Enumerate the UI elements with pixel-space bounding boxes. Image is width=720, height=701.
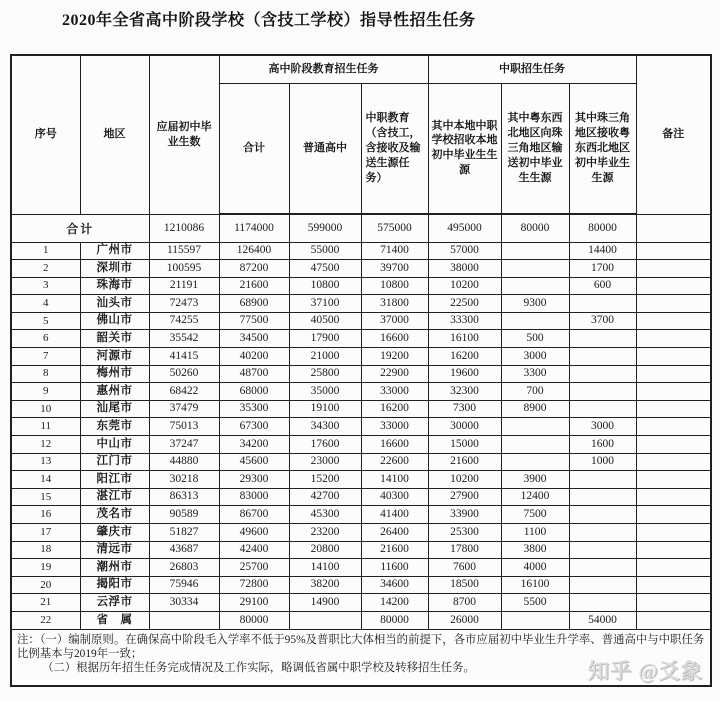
- row-value: 26000: [428, 611, 501, 629]
- table-row: [11, 312, 711, 330]
- row-value: 42400: [219, 541, 289, 559]
- row-value: 3000: [569, 418, 636, 436]
- row-value: 86313: [149, 488, 219, 506]
- row-value: 37247: [149, 436, 219, 454]
- row-value: 34600: [361, 576, 428, 594]
- row-value: 3900: [501, 471, 569, 489]
- row-value: 17600: [289, 436, 361, 454]
- table-row: [11, 260, 711, 278]
- row-value: 33000: [361, 383, 428, 401]
- row-value: 7300: [428, 400, 501, 418]
- row-value: 16600: [361, 436, 428, 454]
- row-region: 河源市: [80, 348, 149, 366]
- row-region: 湛江市: [80, 488, 149, 506]
- row-value: 75013: [149, 418, 219, 436]
- total-value: 495000: [428, 214, 501, 242]
- notes-cell: [11, 629, 711, 686]
- row-remarks: [636, 400, 711, 418]
- row-value: 41400: [361, 506, 428, 524]
- total-row-label: 合计: [11, 214, 149, 242]
- row-value: 33300: [428, 312, 501, 330]
- row-value: 23200: [289, 524, 361, 542]
- row-serial: 19: [11, 559, 80, 577]
- row-value: 34500: [219, 330, 289, 348]
- total-value: 599000: [289, 214, 361, 242]
- row-value: [569, 594, 636, 612]
- row-remarks: [636, 418, 711, 436]
- row-region: 江门市: [80, 453, 149, 471]
- row-value: 16200: [428, 348, 501, 366]
- row-value: 33900: [428, 506, 501, 524]
- row-value: 67300: [219, 418, 289, 436]
- row-region: 肇庆市: [80, 524, 149, 542]
- row-region: 珠海市: [80, 277, 149, 295]
- row-value: 43687: [149, 541, 219, 559]
- row-value: 48700: [219, 365, 289, 383]
- row-serial: 8: [11, 365, 80, 383]
- row-value: [501, 242, 569, 260]
- row-value: [569, 400, 636, 418]
- row-value: 21600: [219, 277, 289, 295]
- row-value: 21600: [361, 541, 428, 559]
- row-value: 25700: [219, 559, 289, 577]
- row-region: 省 属: [80, 611, 149, 629]
- row-value: 80000: [219, 611, 289, 629]
- row-value: 34300: [289, 418, 361, 436]
- page-title: 2020年全省高中阶段学校（含技工学校）指导性招生任务: [62, 12, 476, 29]
- col-header-remarks: 备注: [636, 55, 711, 214]
- row-region: 深圳市: [80, 260, 149, 278]
- row-value: 17900: [289, 330, 361, 348]
- row-remarks: [636, 312, 711, 330]
- row-value: [501, 436, 569, 454]
- table-row: [11, 611, 711, 629]
- row-value: 22500: [428, 295, 501, 313]
- row-value: 35300: [219, 400, 289, 418]
- total-value: 575000: [361, 214, 428, 242]
- row-value: 45600: [219, 453, 289, 471]
- row-value: 16100: [501, 576, 569, 594]
- row-remarks: [636, 594, 711, 612]
- row-region: 惠州市: [80, 383, 149, 401]
- row-value: 600: [569, 277, 636, 295]
- row-value: 37000: [361, 312, 428, 330]
- row-value: [569, 295, 636, 313]
- row-remarks: [636, 260, 711, 278]
- row-value: 700: [501, 383, 569, 401]
- row-remarks: [636, 559, 711, 577]
- row-remarks: [636, 506, 711, 524]
- row-value: 9300: [501, 295, 569, 313]
- row-value: 16200: [361, 400, 428, 418]
- row-serial: 9: [11, 383, 80, 401]
- row-serial: 10: [11, 400, 80, 418]
- row-value: 31800: [361, 295, 428, 313]
- row-remarks: [636, 488, 711, 506]
- row-serial: 14: [11, 471, 80, 489]
- row-value: 29100: [219, 594, 289, 612]
- row-value: 21000: [289, 348, 361, 366]
- row-value: 57000: [428, 242, 501, 260]
- row-value: 10200: [428, 471, 501, 489]
- table-row: [11, 594, 711, 612]
- row-value: 26400: [361, 524, 428, 542]
- note-line-1: 注：（一）编制原则。在确保高中阶段毛入学率不低于95%及普职比大体相当的前提下，各市应届初中毕业生升学率、普通高中与中职任务比例基本与2019年一致；: [17, 633, 705, 660]
- row-value: 10800: [289, 277, 361, 295]
- row-value: [569, 488, 636, 506]
- row-value: 49600: [219, 524, 289, 542]
- row-value: 83000: [219, 488, 289, 506]
- row-value: 20800: [289, 541, 361, 559]
- row-region: 潮州市: [80, 559, 149, 577]
- row-value: 86700: [219, 506, 289, 524]
- total-value: 80000: [501, 214, 569, 242]
- col-header-regular-high: 普通高中: [289, 83, 361, 214]
- row-value: [569, 541, 636, 559]
- row-value: 75946: [149, 576, 219, 594]
- total-value: 80000: [569, 214, 636, 242]
- row-region: 广州市: [80, 242, 149, 260]
- note-line-2: （二）根据历年招生任务完成情况及工作实际，略调低省属中职学校及转移招生任务。: [42, 661, 475, 674]
- row-value: 3800: [501, 541, 569, 559]
- row-value: [569, 506, 636, 524]
- table-row: [11, 277, 711, 295]
- col-header-serial: 序号: [11, 55, 80, 214]
- row-remarks: [636, 365, 711, 383]
- row-value: 7500: [501, 506, 569, 524]
- row-serial: 11: [11, 418, 80, 436]
- row-value: 72473: [149, 295, 219, 313]
- row-serial: 7: [11, 348, 80, 366]
- table-row: [11, 383, 711, 401]
- row-value: 42700: [289, 488, 361, 506]
- col-header-total: 合计: [219, 83, 289, 214]
- row-value: 44880: [149, 453, 219, 471]
- row-serial: 6: [11, 330, 80, 348]
- row-remarks: [636, 383, 711, 401]
- row-value: [569, 330, 636, 348]
- row-value: 35000: [289, 383, 361, 401]
- row-serial: 16: [11, 506, 80, 524]
- row-value: [501, 277, 569, 295]
- row-value: 77500: [219, 312, 289, 330]
- row-value: 14100: [361, 471, 428, 489]
- row-value: [501, 260, 569, 278]
- row-value: 68422: [149, 383, 219, 401]
- row-value: 33000: [361, 418, 428, 436]
- row-value: 4000: [501, 559, 569, 577]
- table-row: [11, 559, 711, 577]
- row-value: 71400: [361, 242, 428, 260]
- row-value: 15000: [428, 436, 501, 454]
- row-value: 500: [501, 330, 569, 348]
- row-value: 17800: [428, 541, 501, 559]
- row-value: 54000: [569, 611, 636, 629]
- row-value: 16600: [361, 330, 428, 348]
- row-remarks: [636, 242, 711, 260]
- table-row: [11, 295, 711, 313]
- row-serial: 20: [11, 576, 80, 594]
- table-row: [11, 524, 711, 542]
- row-serial: 18: [11, 541, 80, 559]
- row-remarks: [636, 295, 711, 313]
- row-value: [569, 383, 636, 401]
- row-remarks: [636, 524, 711, 542]
- row-region: 汕头市: [80, 295, 149, 313]
- row-value: 3700: [569, 312, 636, 330]
- row-value: 29300: [219, 471, 289, 489]
- row-value: 27900: [428, 488, 501, 506]
- row-serial: 2: [11, 260, 80, 278]
- table-row: [11, 330, 711, 348]
- row-serial: 4: [11, 295, 80, 313]
- table-row: [11, 488, 711, 506]
- row-value: 14400: [569, 242, 636, 260]
- row-value: 12400: [501, 488, 569, 506]
- col-header-pd-receive: 其中珠三角地区接收粤东西北地区初中毕业生生源: [569, 83, 636, 214]
- row-value: 39700: [361, 260, 428, 278]
- col-group-senior-stage: 高中阶段教育招生任务: [219, 55, 428, 83]
- row-value: 30334: [149, 594, 219, 612]
- row-value: 38200: [289, 576, 361, 594]
- row-remarks: [636, 471, 711, 489]
- row-serial: 21: [11, 594, 80, 612]
- row-value: 126400: [219, 242, 289, 260]
- row-value: 30218: [149, 471, 219, 489]
- row-value: [149, 611, 219, 629]
- col-header-vocational-edu: 中职教育（含技工，含接收及输送生源任务）: [361, 83, 428, 214]
- row-value: [569, 365, 636, 383]
- row-value: 40200: [219, 348, 289, 366]
- row-value: 38000: [428, 260, 501, 278]
- row-value: 30000: [428, 418, 501, 436]
- total-graduates: 1210086: [149, 214, 219, 242]
- row-value: 5500: [501, 594, 569, 612]
- row-remarks: [636, 330, 711, 348]
- table-row: [11, 471, 711, 489]
- row-value: [569, 576, 636, 594]
- row-remarks: [636, 611, 711, 629]
- notes-row: [11, 629, 711, 686]
- row-value: 18500: [428, 576, 501, 594]
- row-region: 东莞市: [80, 418, 149, 436]
- row-value: [501, 312, 569, 330]
- col-header-ewn-send: 其中粤东西北地区向珠三角地区输送初中毕业生生源: [501, 83, 569, 214]
- row-value: 22900: [361, 365, 428, 383]
- row-remarks: [636, 436, 711, 454]
- row-value: 23000: [289, 453, 361, 471]
- row-value: [501, 418, 569, 436]
- row-value: 21191: [149, 277, 219, 295]
- row-value: 19200: [361, 348, 428, 366]
- row-serial: 13: [11, 453, 80, 471]
- watermark-zhihu: 知乎 @爻象: [588, 659, 703, 683]
- col-header-region: 地区: [80, 55, 149, 214]
- table-row: [11, 453, 711, 471]
- row-region: 阳江市: [80, 471, 149, 489]
- row-value: [569, 348, 636, 366]
- row-value: 3300: [501, 365, 569, 383]
- row-value: 14900: [289, 594, 361, 612]
- row-region: 云浮市: [80, 594, 149, 612]
- row-region: 茂名市: [80, 506, 149, 524]
- row-value: 35542: [149, 330, 219, 348]
- row-region: 清远市: [80, 541, 149, 559]
- row-value: [569, 471, 636, 489]
- row-value: [569, 524, 636, 542]
- row-value: 11600: [361, 559, 428, 577]
- table-row: [11, 506, 711, 524]
- row-region: 韶关市: [80, 330, 149, 348]
- row-value: 80000: [361, 611, 428, 629]
- row-value: 68000: [219, 383, 289, 401]
- row-value: 51827: [149, 524, 219, 542]
- table-row: [11, 242, 711, 260]
- row-remarks: [636, 576, 711, 594]
- table-row: [11, 400, 711, 418]
- row-remarks: [636, 348, 711, 366]
- row-value: [289, 611, 361, 629]
- row-value: 1000: [569, 453, 636, 471]
- row-value: 19100: [289, 400, 361, 418]
- table-row: [11, 576, 711, 594]
- row-value: [501, 453, 569, 471]
- row-remarks: [636, 541, 711, 559]
- row-value: 8700: [428, 594, 501, 612]
- row-value: 41415: [149, 348, 219, 366]
- row-remarks: [636, 453, 711, 471]
- col-group-vocational: 中职招生任务: [428, 55, 636, 83]
- row-serial: 17: [11, 524, 80, 542]
- total-row: [11, 214, 711, 242]
- row-value: 45300: [289, 506, 361, 524]
- row-value: 90589: [149, 506, 219, 524]
- table-body: [11, 214, 711, 629]
- row-value: 14200: [361, 594, 428, 612]
- row-value: 32300: [428, 383, 501, 401]
- table-row: [11, 436, 711, 454]
- row-value: 40300: [361, 488, 428, 506]
- row-serial: 22: [11, 611, 80, 629]
- row-region: 汕尾市: [80, 400, 149, 418]
- row-value: 14100: [289, 559, 361, 577]
- row-value: 21600: [428, 453, 501, 471]
- row-value: 34200: [219, 436, 289, 454]
- enrollment-table: [10, 54, 712, 687]
- row-value: 10800: [361, 277, 428, 295]
- row-value: 22600: [361, 453, 428, 471]
- row-value: 115597: [149, 242, 219, 260]
- row-value: 74255: [149, 312, 219, 330]
- row-value: 100595: [149, 260, 219, 278]
- row-value: 72800: [219, 576, 289, 594]
- row-region: 梅州市: [80, 365, 149, 383]
- header-group-row: [11, 55, 711, 83]
- row-value: [501, 611, 569, 629]
- row-value: 50260: [149, 365, 219, 383]
- row-value: 8900: [501, 400, 569, 418]
- row-region: 佛山市: [80, 312, 149, 330]
- row-serial: 1: [11, 242, 80, 260]
- table-row: [11, 541, 711, 559]
- row-value: 40500: [289, 312, 361, 330]
- row-value: 15200: [289, 471, 361, 489]
- row-serial: 12: [11, 436, 80, 454]
- table-row: [11, 365, 711, 383]
- total-value: 1174000: [219, 214, 289, 242]
- row-value: 10200: [428, 277, 501, 295]
- table-row: [11, 348, 711, 366]
- row-value: 1100: [501, 524, 569, 542]
- row-value: 16100: [428, 330, 501, 348]
- row-value: 87200: [219, 260, 289, 278]
- row-value: 37100: [289, 295, 361, 313]
- row-value: 25800: [289, 365, 361, 383]
- row-value: 1700: [569, 260, 636, 278]
- row-value: 3000: [501, 348, 569, 366]
- col-header-local-vocational: 其中本地中职学校招收本地初中毕业生生源: [428, 83, 501, 214]
- row-value: 68900: [219, 295, 289, 313]
- row-region: 揭阳市: [80, 576, 149, 594]
- row-value: 7600: [428, 559, 501, 577]
- total-remarks: [636, 214, 711, 242]
- row-value: 47500: [289, 260, 361, 278]
- row-region: 中山市: [80, 436, 149, 454]
- row-serial: 15: [11, 488, 80, 506]
- row-value: 19600: [428, 365, 501, 383]
- row-value: [569, 559, 636, 577]
- row-value: 26803: [149, 559, 219, 577]
- row-value: 55000: [289, 242, 361, 260]
- row-remarks: [636, 277, 711, 295]
- row-value: 37479: [149, 400, 219, 418]
- row-value: 1600: [569, 436, 636, 454]
- table-row: [11, 418, 711, 436]
- col-header-graduates: 应届初中毕业生数: [149, 55, 219, 214]
- row-value: 25300: [428, 524, 501, 542]
- row-serial: 5: [11, 312, 80, 330]
- row-serial: 3: [11, 277, 80, 295]
